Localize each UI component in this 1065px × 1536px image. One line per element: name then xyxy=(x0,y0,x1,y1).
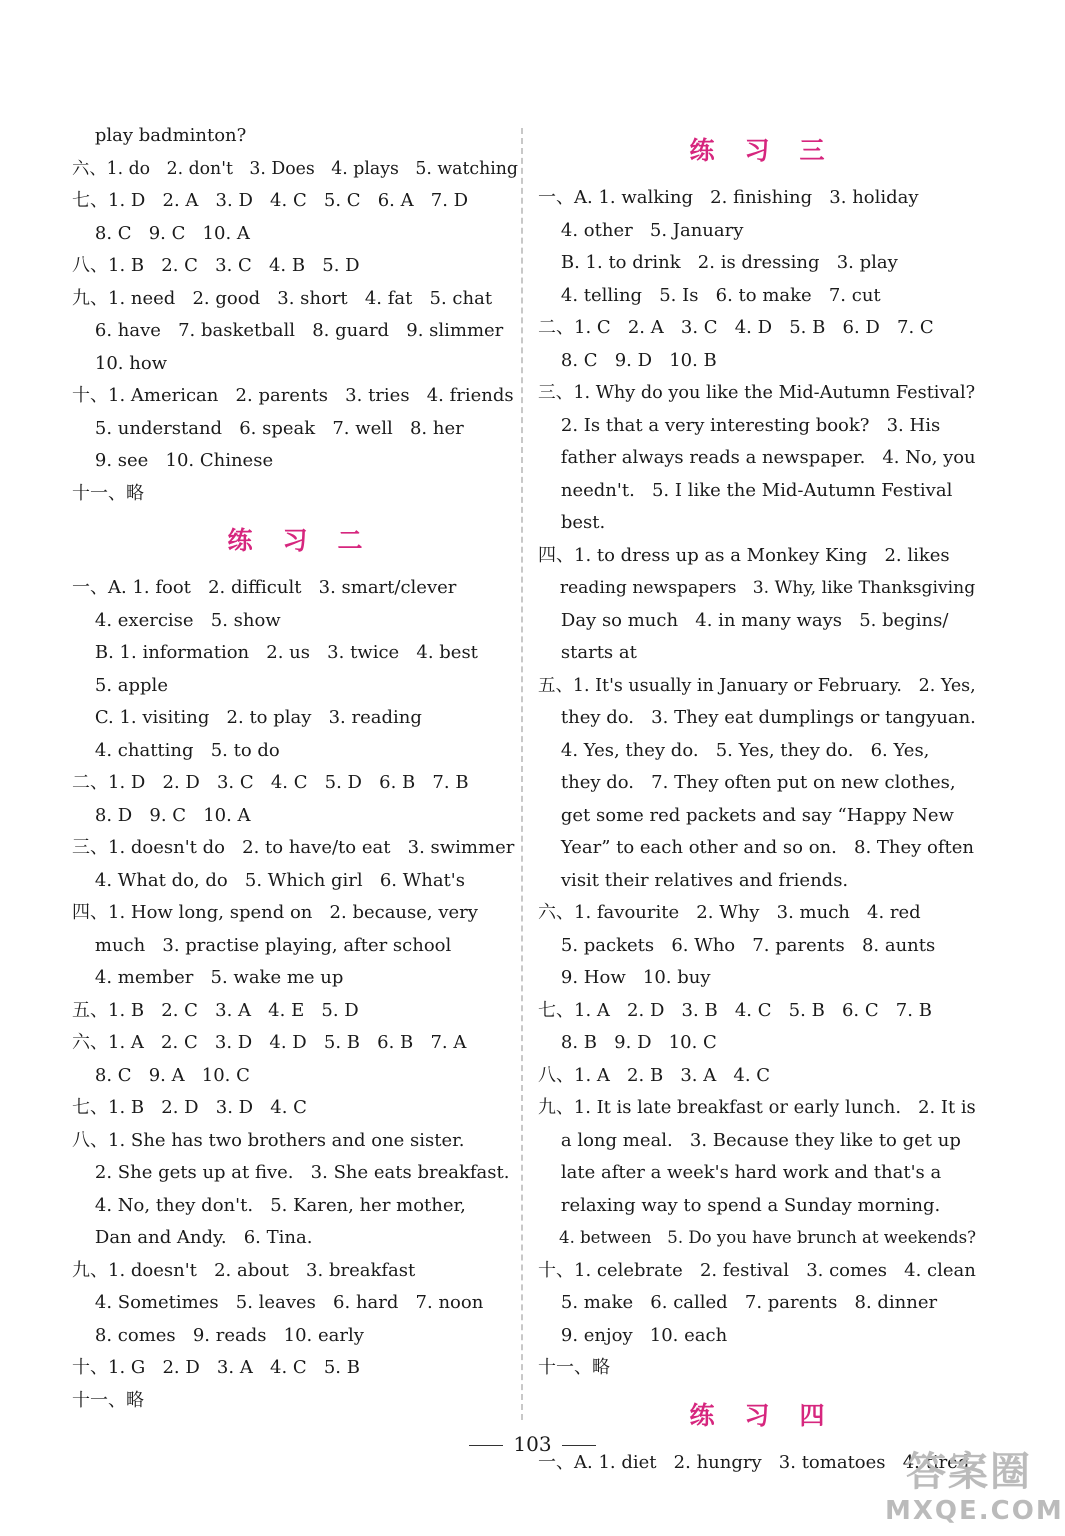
answer-line: they do. 7. They often put on new clothes, xyxy=(538,772,956,793)
left-column xyxy=(72,120,518,1417)
answer-line: starts at xyxy=(538,642,637,663)
answer-line: 4. What do, do 5. Which girl 6. What's xyxy=(72,869,465,891)
answer-line: 十一、略 xyxy=(72,482,144,504)
watermark-logo xyxy=(885,1448,1064,1530)
answer-line: 九、1. doesn't 2. about 3. breakfast xyxy=(72,1259,416,1281)
column-divider xyxy=(521,128,523,1420)
answer-line: play badminton? xyxy=(72,125,247,146)
answer-line: 一、A. 1. foot 2. difficult 3. smart/clever xyxy=(72,577,457,598)
answer-line: 二、1. D 2. D 3. C 4. C 5. D 6. B 7. B xyxy=(72,772,469,793)
answer-line: 4. Sometimes 5. leaves 6. hard 7. noon xyxy=(72,1292,484,1313)
answer-line: Year” to each other and so on. 8. They often xyxy=(538,837,975,858)
answer-line: 六、1. do 2. don't 3. Does 4. plays 5. watching xyxy=(72,158,518,179)
answer-line: 8. C 9. A 10. C xyxy=(72,1064,250,1086)
answer-line: 5. understand 6. speak 7. well 8. her xyxy=(72,417,464,439)
answer-line: 4. member 5. wake me up xyxy=(72,967,344,988)
answer-line: 4. exercise 5. show xyxy=(72,609,281,631)
section-heading xyxy=(72,510,518,572)
answer-line: get some red packets and say “Happy New xyxy=(538,804,954,826)
answer-line: visit their relatives and friends. xyxy=(538,869,849,891)
answer-line: C. 1. visiting 2. to play 3. reading xyxy=(72,707,422,728)
section-heading xyxy=(538,120,976,182)
answer-line: 4. between 5. Do you have brunch at weekends? xyxy=(538,1228,976,1247)
answer-line: needn't. 5. I like the Mid-Autumn Festival xyxy=(538,479,953,501)
answer-line: a long meal. 3. Because they like to get up xyxy=(538,1129,961,1151)
right-column xyxy=(538,120,976,1479)
answer-line: 十、1. American 2. parents 3. tries 4. friends xyxy=(72,385,514,406)
answer-line: 九、1. It is late breakfast or early lunch. 2. It is xyxy=(538,1097,976,1118)
answer-line: 8. comes 9. reads 10. early xyxy=(72,1324,364,1346)
page-number-text: 103 xyxy=(513,1432,552,1456)
answer-line: 五、1. It's usually in January or February. 2. Yes, xyxy=(538,675,976,696)
section-heading-text: 练习二 xyxy=(227,526,393,555)
answer-line: 十、1. G 2. D 3. A 4. C 5. B xyxy=(72,1357,360,1378)
answer-line: 七、1. A 2. D 3. B 4. C 5. B 6. C 7. B xyxy=(538,999,932,1021)
answer-line: 四、1. How long, spend on 2. because, very xyxy=(72,902,478,923)
answer-line: 十、1. celebrate 2. festival 3. comes 4. clean xyxy=(538,1259,976,1281)
answer-line: 5. apple xyxy=(72,674,168,696)
dash-right xyxy=(562,1445,596,1446)
answer-line: 六、1. A 2. C 3. D 4. D 5. B 6. B 7. A xyxy=(72,1032,467,1053)
answer-line: 三、1. doesn't do 2. to have/to eat 3. swimmer xyxy=(72,837,515,858)
answer-line: 2. Is that a very interesting book? 3. His xyxy=(538,414,941,436)
answer-line: 8. C 9. D 10. B xyxy=(538,349,717,371)
answer-line: late after a week's hard work and that's a xyxy=(538,1162,942,1183)
section-heading-text: 练习四 xyxy=(689,1400,855,1430)
answer-line: 四、1. to dress up as a Monkey King 2. likes xyxy=(538,544,950,566)
answer-line: 三、1. Why do you like the Mid-Autumn Festival? xyxy=(538,383,976,403)
answer-line: 4. telling 5. Is 6. to make 7. cut xyxy=(538,284,881,306)
answer-line: 一、A. 1. walking 2. finishing 3. holiday xyxy=(538,187,919,208)
answer-line: reading newspapers 3. Why, like Thanksgiving xyxy=(538,578,976,598)
answer-line: 七、1. B 2. D 3. D 4. C xyxy=(72,1097,307,1118)
answer-line: 10. how xyxy=(72,352,168,374)
answer-line: 9. see 10. Chinese xyxy=(72,450,274,471)
answer-line: 2. She gets up at five. 3. She eats breakfast. xyxy=(72,1162,510,1183)
answer-line: they do. 3. They eat dumplings or tangyuan. xyxy=(538,707,976,728)
answer-line: Day so much 4. in many ways 5. begins/ xyxy=(538,609,949,631)
answer-line: 8. B 9. D 10. C xyxy=(538,1032,717,1053)
answer-line: B. 1. information 2. us 3. twice 4. best xyxy=(72,642,478,663)
answer-line: much 3. practise playing, after school xyxy=(72,934,452,956)
answer-line: 8. C 9. C 10. A xyxy=(72,222,250,244)
answer-line: best. xyxy=(538,512,606,533)
answer-line: 八、1. A 2. B 3. A 4. C xyxy=(538,1064,771,1086)
answer-line: 六、1. favourite 2. Why 3. much 4. red xyxy=(538,902,921,923)
answer-line: 4. other 5. January xyxy=(538,219,744,241)
answer-line: 4. No, they don't. 5. Karen, her mother, xyxy=(72,1194,466,1216)
answer-line: 6. have 7. basketball 8. guard 9. slimmer xyxy=(72,320,504,341)
answer-line: 一、A. 1. diet 2. hungry 3. tomatoes 4. tired xyxy=(538,1451,970,1473)
answer-line: 5. make 6. called 7. parents 8. dinner xyxy=(538,1292,938,1313)
answer-line: 二、1. C 2. A 3. C 4. D 5. B 6. D 7. C xyxy=(538,317,934,338)
answer-line: 4. chatting 5. to do xyxy=(72,739,280,761)
answer-line: B. 1. to drink 2. is dressing 3. play xyxy=(538,252,898,273)
answer-line: 5. packets 6. Who 7. parents 8. aunts xyxy=(538,934,936,956)
answer-line: father always reads a newspaper. 4. No, you xyxy=(538,447,976,468)
answer-line: 七、1. D 2. A 3. D 4. C 5. C 6. A 7. D xyxy=(72,190,469,211)
answer-line: relaxing way to spend a Sunday morning. xyxy=(538,1194,941,1216)
watermark-line1: 答案圈 xyxy=(906,1449,1032,1495)
answer-line: 4. Yes, they do. 5. Yes, they do. 6. Yes, xyxy=(538,739,930,761)
watermark-line2: MXQE.COM xyxy=(885,1496,1064,1526)
answer-line: 十一、略 xyxy=(538,1357,610,1378)
section-heading-text: 练习三 xyxy=(689,136,855,165)
dash-left xyxy=(469,1445,503,1446)
answer-line: 五、1. B 2. C 3. A 4. E 5. D xyxy=(72,999,359,1021)
answer-line: 九、1. need 2. good 3. short 4. fat 5. chat xyxy=(72,287,493,309)
answer-line: 八、1. B 2. C 3. C 4. B 5. D xyxy=(72,255,360,276)
answer-line: 八、1. She has two brothers and one sister. xyxy=(72,1129,465,1151)
answer-line: 8. D 9. C 10. A xyxy=(72,804,251,826)
answer-line: 9. How 10. buy xyxy=(538,967,711,988)
answer-line: Dan and Andy. 6. Tina. xyxy=(72,1227,313,1248)
answer-line: 9. enjoy 10. each xyxy=(538,1324,728,1346)
answer-line: 十一、略 xyxy=(72,1389,144,1411)
